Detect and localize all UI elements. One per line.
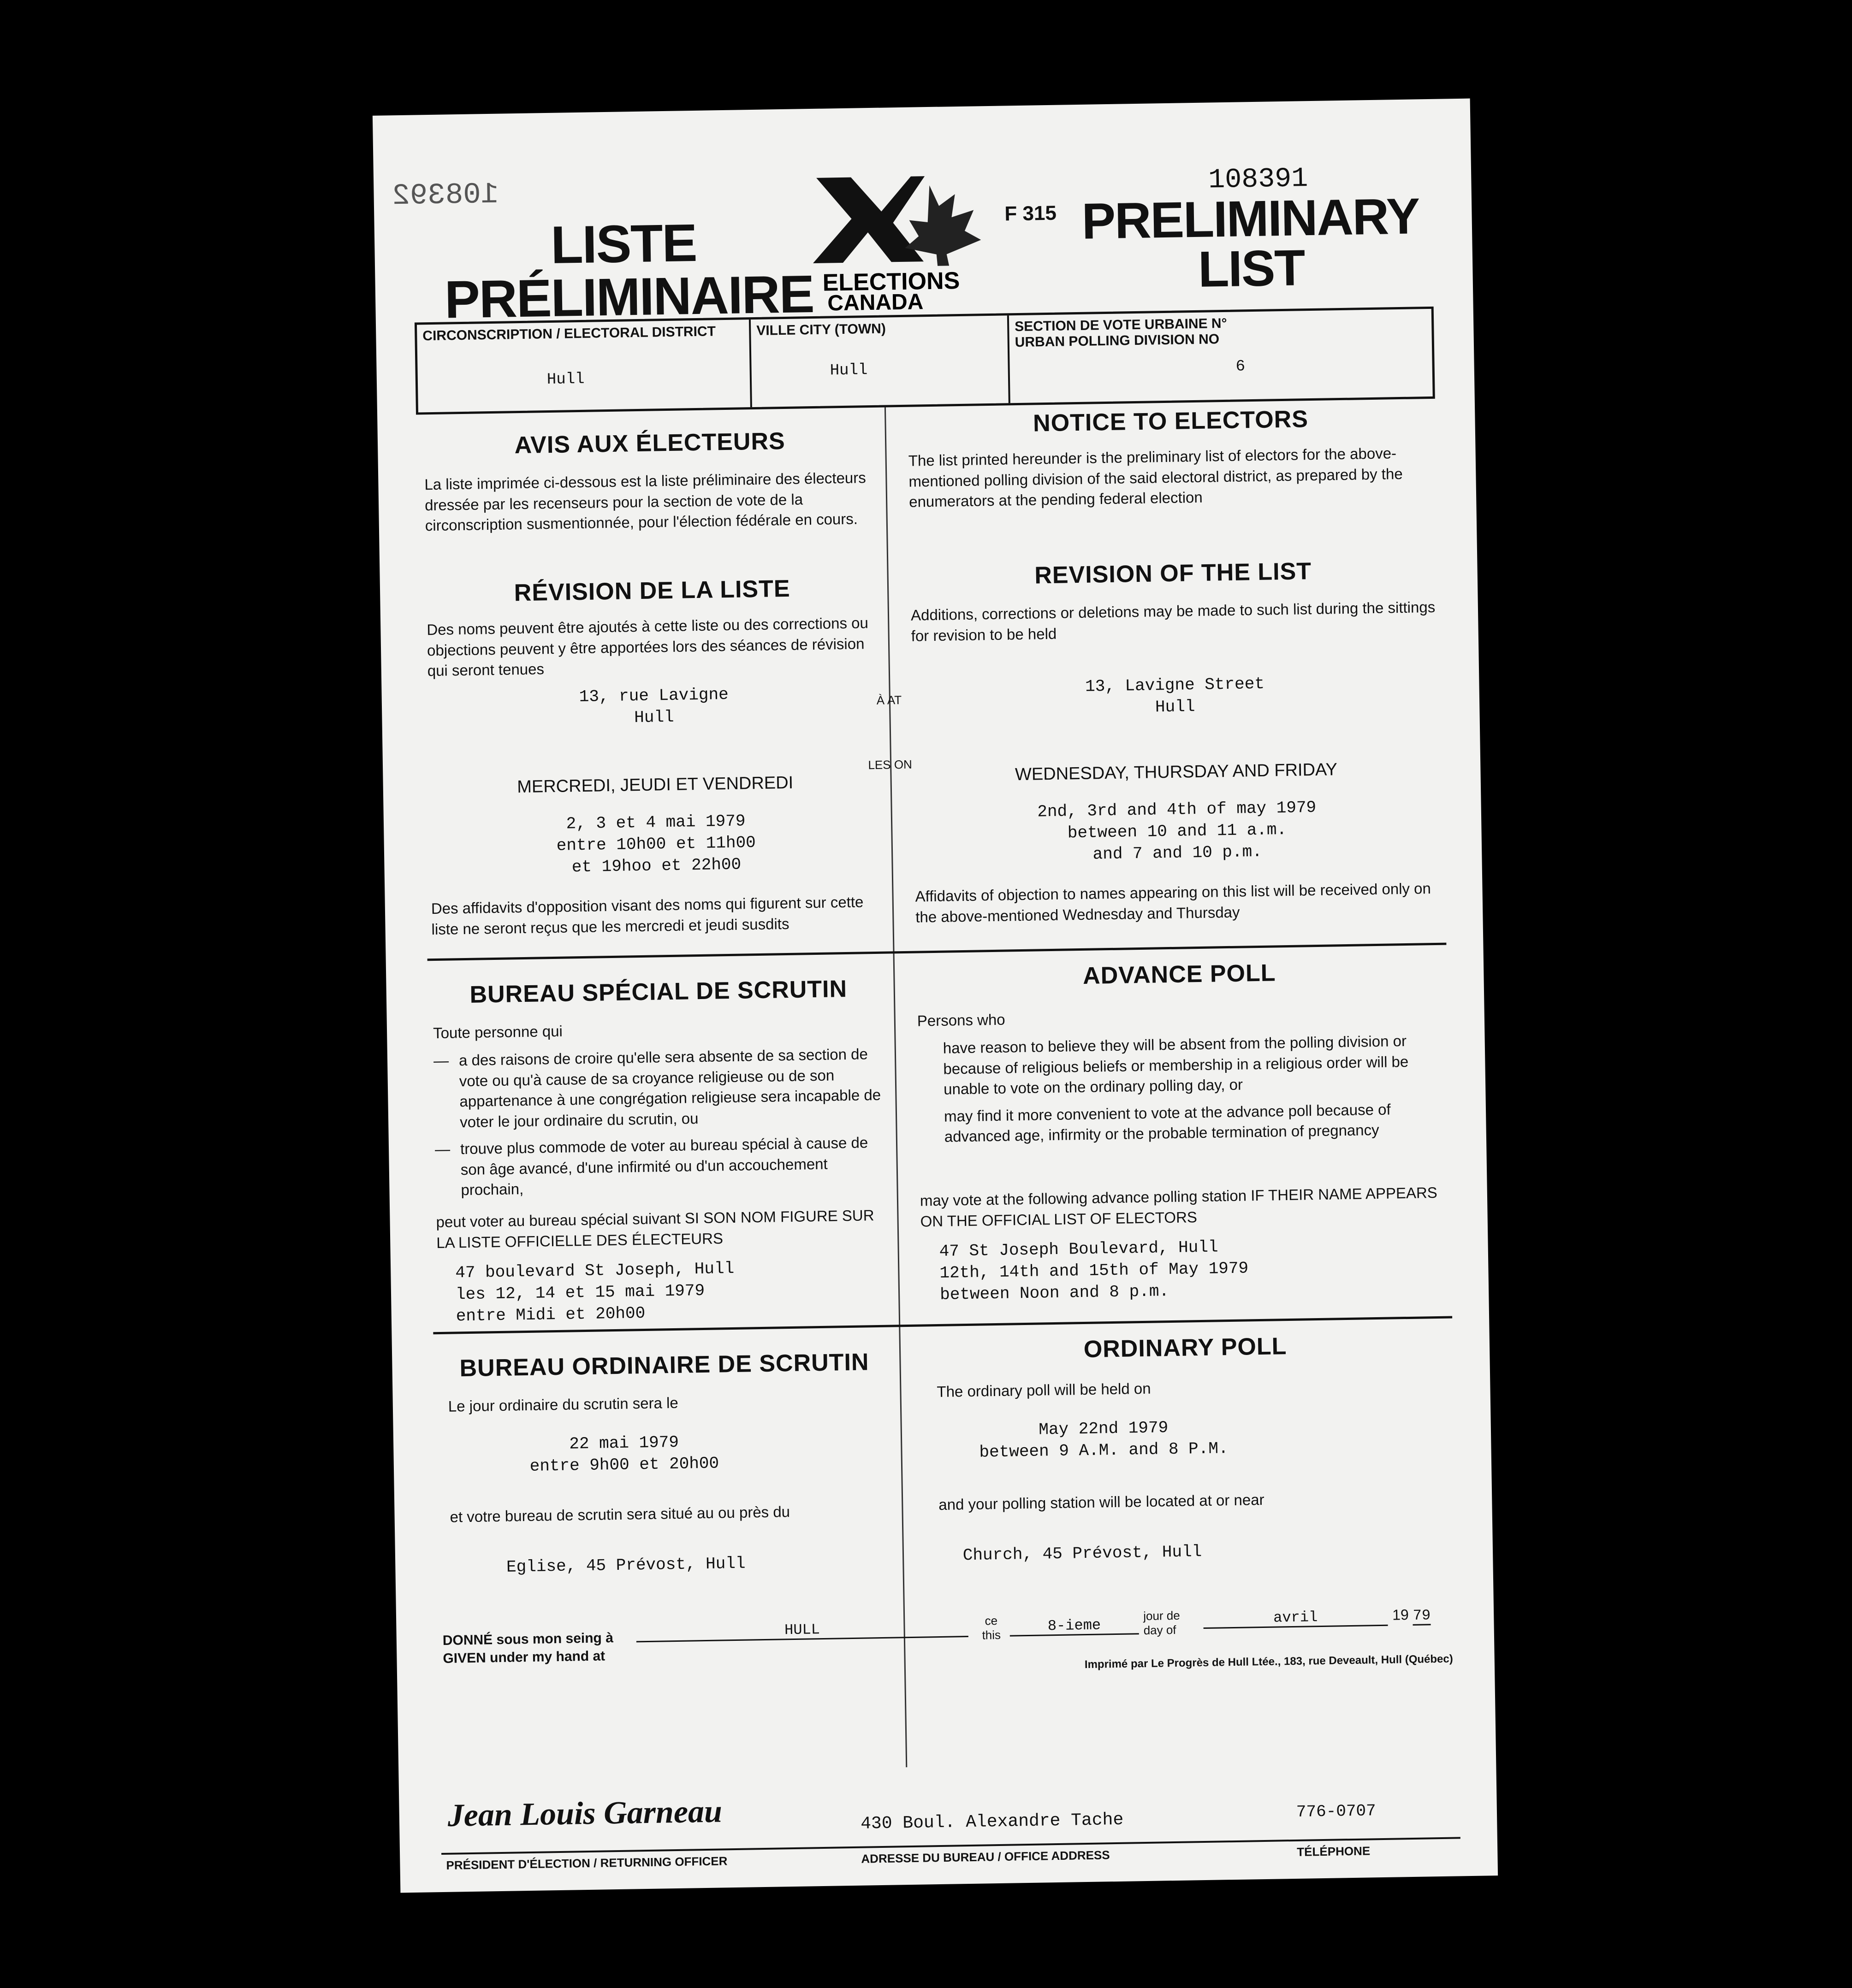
advance-condition-1: have reason to believe they will be absent from the polling division or because of religious beliefs or membership in a religious order will be unable to vote on the ordinary polling day, or (943, 1032, 1409, 1098)
special-condition-1: — a des raisons de croire qu'elle sera absente de sa section de vote ou qu'à cause de sa croyance religieuse ou de son appartenance à une congrégation religieuse sera incapable de voter le jour ordinaire du scrutin, ou (433, 1044, 887, 1133)
elections-canada-logo (807, 166, 1003, 317)
special-condition-2: — trouve plus commode de voter au bureau spécial à cause de son âge avancé, d'une infirmité ou d'un accouchement prochain, (435, 1132, 888, 1201)
svg-text:CANADA: CANADA (827, 290, 924, 316)
officer-label: PRÉSIDENT D'ÉLECTION / RETURNING OFFICER (446, 1854, 728, 1872)
division-value: 6 (1235, 358, 1246, 376)
title-english: PRELIMINARY LIST (1081, 188, 1420, 298)
revision-address-fr: 13, rue Lavigne Hull (579, 685, 729, 727)
revision-days-en: WEDNESDAY, THURSDAY AND FRIDAY (1015, 760, 1338, 785)
form-number: F 315 (1004, 201, 1057, 225)
given-month: avril (1203, 1608, 1388, 1629)
election-notice-form (373, 99, 1498, 1893)
advance-intro: Persons who (917, 1011, 1005, 1030)
given-label-fr: DONNÉ sous mon seing à (442, 1630, 614, 1648)
special-intro: Toute personne qui (433, 1022, 563, 1042)
header-info-box (415, 307, 1435, 415)
revision-dates-fr: 2, 3 et 4 mai 1979 entre 10h00 et 11h00 et 19hoo et 22h00 (556, 811, 756, 876)
ordinary-intro-en: The ordinary poll will be held on (937, 1379, 1151, 1401)
office-phone: 776-0707 (1296, 1801, 1377, 1822)
printer-imprint: Imprimé par Le Progrès de Hull Ltée., 183, rue Deveault, Hull (Québec) (1084, 1652, 1453, 1671)
given-label-en: GIVEN under my hand at (443, 1648, 605, 1666)
advance-location: 47 St Joseph Boulevard, Hull 12th, 14th and 15th of May 1979 between Noon and 8 p.m. (939, 1237, 1249, 1304)
special-poll-title: BUREAU SPÉCIAL DE SCRUTIN (469, 976, 848, 1008)
phone-label: TÉLÉPHONE (1297, 1844, 1371, 1859)
ordinary-poll-title-en: ORDINARY POLL (1083, 1333, 1287, 1363)
maple-leaf-x-icon (807, 166, 1003, 317)
day-of-label: jour de day of (1143, 1608, 1180, 1638)
ordinary-location-en: Church, 45 Prévost, Hull (962, 1542, 1202, 1565)
division-cell (1007, 309, 1435, 403)
avis-text: La liste imprimée ci-dessous est la liste préliminaire des électeurs dressée par les recenseurs pour la section de vote de la circonscription susmentionnée, pour l'élection fédérale en cours. (424, 469, 867, 534)
notice-title: NOTICE TO ELECTORS (1033, 406, 1309, 437)
given-year (1392, 1606, 1431, 1624)
column-divider (884, 408, 907, 1768)
revision-title-en: REVISION OF THE LIST (1034, 558, 1312, 589)
advance-poll-title: ADVANCE POLL (1082, 959, 1276, 989)
division-label-en: URBAN POLLING DIVISION NO (1015, 331, 1220, 350)
serial-number: 108391 (1208, 163, 1308, 196)
district-value: Hull (546, 370, 585, 389)
year-prefix: 19 (1392, 1606, 1409, 1623)
year-suffix: 79 (1413, 1607, 1431, 1626)
special-location: 47 boulevard St Joseph, Hull les 12, 14 et 15 mai 1979 entre Midi et 20h00 (455, 1259, 735, 1326)
revision-days-fr (429, 772, 881, 797)
office-address: 430 Boul. Alexandre Tache (860, 1810, 1124, 1834)
affidavit-en: Affidavits of objection to names appearing on this list will be received only on the above-mentioned Wednesday and Thursday (915, 880, 1431, 926)
ordinary-date-fr: 22 mai 1979 entre 9h00 et 20h00 (529, 1432, 719, 1476)
svg-text:ELECTIONS: ELECTIONS (822, 267, 960, 296)
ordinary-location-fr: Eglise, 45 Prévost, Hull (506, 1554, 746, 1577)
advance-eligibility: may vote at the following advance polling station IF THEIR NAME APPEARS ON THE OFFICIAL LIST OF ELECTORS (920, 1183, 1438, 1230)
signature: Jean Louis Garneau (447, 1793, 723, 1834)
given-place: HULL (636, 1619, 968, 1642)
city-value: Hull (830, 361, 868, 380)
affidavit-fr: Des affidavits d'opposition visant des noms qui figurent sur cette liste ne seront reçus que les mercredi et jeudi susdits (431, 893, 864, 938)
revision-text-en: Additions, corrections or deletions may be made to such list during the sittings for revision to be held (910, 598, 1436, 645)
ordinary-poll-title-fr: BUREAU ORDINAIRE DE SCRUTIN (459, 1349, 869, 1382)
at-label: À AT (876, 693, 902, 707)
on-label: LES ON (868, 757, 913, 772)
title-french: LISTE PRÉLIMINAIRE (444, 213, 814, 330)
ordinary-intro-fr: Le jour ordinaire du scrutin sera le (448, 1394, 679, 1415)
given-day: 8-ieme (1009, 1616, 1139, 1636)
division-label-fr: SECTION DE VOTE URBAINE N° (1014, 315, 1227, 335)
special-conditions-list (433, 1044, 888, 1207)
days-text-fr: MERCREDI, JEUDI ET VENDREDI (516, 773, 794, 797)
revision-title-fr: RÉVISION DE LA LISTE (514, 575, 790, 607)
revision-address-en: 13, Lavigne Street Hull (1085, 674, 1265, 717)
ce-this-label: ce this (982, 1614, 1001, 1642)
given-label (443, 1629, 614, 1668)
ordinary-station-text-fr: et votre bureau de scrutin sera situé au ou près du (450, 1503, 790, 1526)
special-eligibility: peut voter au bureau spécial suivant SI SON NOM FIGURE SUR LA LISTE OFFICIELLE DES ÉLECTEURS (436, 1207, 874, 1251)
advance-conditions-list (917, 1030, 1445, 1154)
revision-text-fr: Des noms peuvent être ajoutés à cette liste ou des corrections ou objections peuvent y être apportées lors des séances de révision qui seront tenues (427, 614, 869, 680)
district-label: CIRCONSCRIPTION / ELECTORAL DISTRICT (422, 324, 716, 344)
notice-text: The list printed hereunder is the preliminary list of electors for the above-mentioned polling division of the said electoral district, as prepared by the enumerators at the pending federal election (908, 444, 1403, 510)
serial-number-mirrored: 108392 (392, 178, 499, 213)
section-rule-1 (427, 943, 1447, 961)
advance-condition-2: may find it more convenient to vote at the advance poll because of advanced age, infirmity or the probable termination of pregnancy (944, 1100, 1391, 1145)
ordinary-station-text-en: and your polling station will be located at or near (938, 1491, 1264, 1514)
city-cell (749, 315, 1010, 407)
ordinary-date-en: May 22nd 1979 between 9 A.M. and 8 P.M. (979, 1418, 1229, 1462)
avis-title: AVIS AUX ÉLECTEURS (514, 427, 786, 459)
address-label: ADRESSE DU BUREAU / OFFICE ADDRESS (861, 1848, 1110, 1866)
revision-dates-en: 2nd, 3rd and 4th of may 1979 between 10 and 11 a.m. and 7 and 10 p.m. (1037, 798, 1317, 864)
district-cell (417, 320, 750, 412)
city-label: VILLE CITY (TOWN) (756, 321, 886, 338)
